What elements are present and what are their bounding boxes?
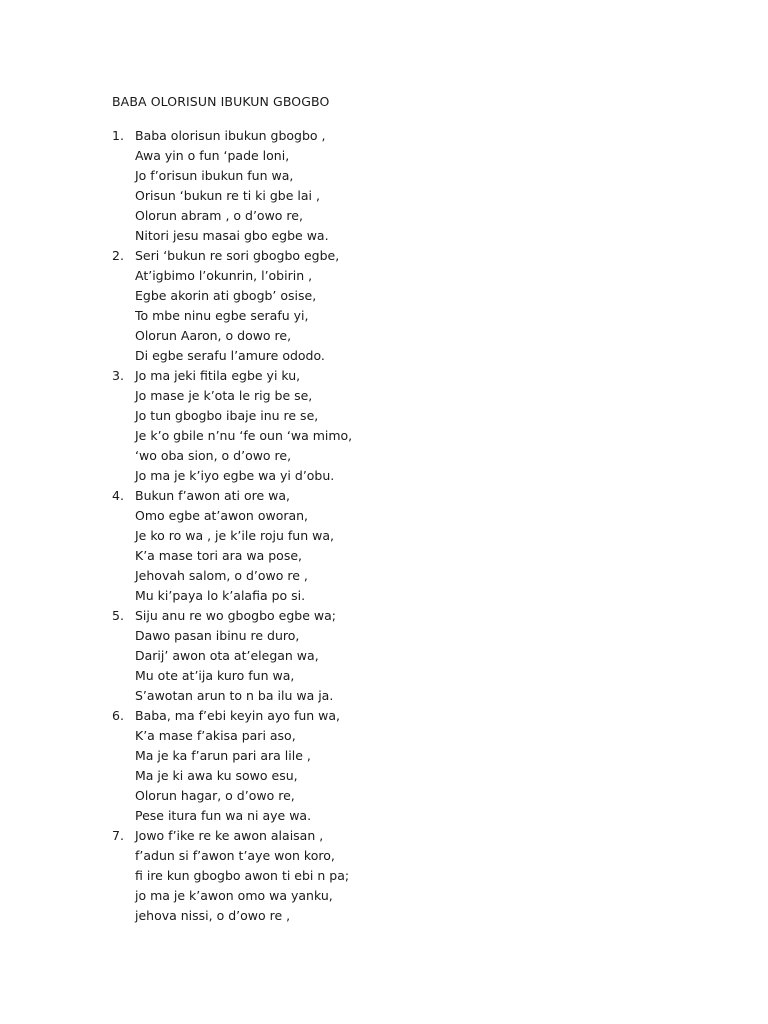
verse-6 (112, 706, 352, 826)
verse-line: Je ko ro wa , je k’ile roju fun wa, (135, 528, 334, 543)
verse-number: 2. (112, 248, 124, 263)
verse-line: Jo tun gbogbo ibaje inu re se, (135, 408, 319, 423)
verse-line: Jo mase je k’ota le rig be se, (135, 388, 313, 403)
verse-line: Olorun hagar, o d’owo re, (135, 788, 295, 803)
verse-line: jo ma je k’awon omo wa yanku, (135, 888, 333, 903)
verse-line: Mu ki’paya lo k’alafia po si. (135, 588, 306, 603)
verse-line: Jehovah salom, o d’owo re , (135, 568, 308, 583)
verse-line: Darij’ awon ota at’elegan wa, (135, 648, 319, 663)
verse-line: Jo f’orisun ibukun fun wa, (135, 168, 294, 183)
verse-line: Dawo pasan ibinu re duro, (135, 628, 300, 643)
verse-line: Ma je ka f’arun pari ara lile , (135, 748, 311, 763)
verse-line: Di egbe serafu l’amure ododo. (135, 348, 325, 363)
verse-1 (112, 126, 352, 246)
verse-line: Olorun abram , o d’owo re, (135, 208, 303, 223)
verse-line: To mbe ninu egbe serafu yi, (135, 308, 309, 323)
verse-line: Jo ma jeki fitila egbe yi ku, (135, 368, 301, 383)
verse-line: Nitori jesu masai gbo egbe wa. (135, 228, 329, 243)
verse-number: 7. (112, 828, 124, 843)
verse-line: Mu ote at’ija kuro fun wa, (135, 668, 295, 683)
verse-line: Ma je ki awa ku sowo esu, (135, 768, 298, 783)
verse-5 (112, 606, 352, 706)
verse-number: 5. (112, 608, 124, 623)
verse-line: Orisun ‘bukun re ti ki gbe lai , (135, 188, 320, 203)
verse-line: fi ire kun gbogbo awon ti ebi n pa; (135, 868, 350, 883)
verse-line: f’adun si f’awon t’aye won koro, (135, 848, 335, 863)
verse-line: Seri ‘bukun re sori gbogbo egbe, (135, 248, 340, 263)
verse-list (112, 126, 352, 926)
verse-2 (112, 246, 352, 366)
verse-number: 3. (112, 368, 124, 383)
verse-4 (112, 486, 352, 606)
verse-line: Siju anu re wo gbogbo egbe wa; (135, 608, 336, 623)
verse-line: Bukun f’awon ati ore wa, (135, 488, 291, 503)
verse-line: S’awotan arun to n ba ilu wa ja. (135, 688, 334, 703)
verse-line: Pese itura fun wa ni aye wa. (135, 808, 312, 823)
verse-line: ‘wo oba sion, o d’owo re, (135, 448, 292, 463)
verse-line: Jo ma je k’iyo egbe wa yi d’obu. (135, 468, 335, 483)
verse-line: At’igbimo l’okunrin, l’obirin , (135, 268, 313, 283)
verse-7 (112, 826, 352, 926)
verse-line: Je k’o gbile n’nu ‘fe oun ‘wa mimo, (135, 428, 353, 443)
verse-line: jehova nissi, o d’owo re , (135, 908, 291, 923)
verse-number: 6. (112, 708, 124, 723)
verse-line: Awa yin o fun ‘pade loni, (135, 148, 290, 163)
verse-3 (112, 366, 352, 486)
verse-line: Jowo f’ike re ke awon alaisan , (135, 828, 324, 843)
document-title: BABA OLORISUN IBUKUN GBOGBO (112, 94, 330, 109)
verse-line: K’a mase f’akisa pari aso, (135, 728, 296, 743)
verse-line: K’a mase tori ara wa pose, (135, 548, 302, 563)
verse-number: 4. (112, 488, 124, 503)
verse-number: 1. (112, 128, 124, 143)
verse-line: Omo egbe at’awon oworan, (135, 508, 309, 523)
verse-line: Baba olorisun ibukun gbogbo , (135, 128, 326, 143)
verse-line: Egbe akorin ati gbogb’ osise, (135, 288, 317, 303)
verse-line: Baba, ma f’ebi keyin ayo fun wa, (135, 708, 341, 723)
verse-line: Olorun Aaron, o dowo re, (135, 328, 292, 343)
